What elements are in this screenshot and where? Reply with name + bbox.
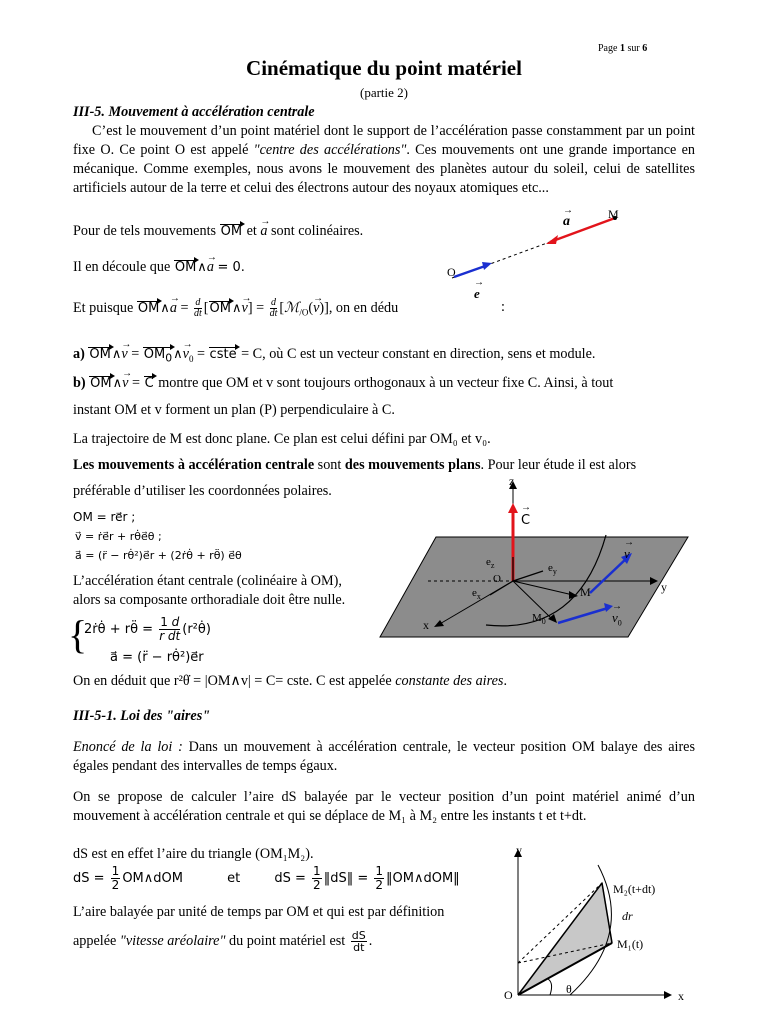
label-a: a (563, 214, 570, 229)
unit-vector-arrow (454, 265, 488, 277)
system-eq-2: a⃗ = (r̈ − rθ̇²)e⃗r (110, 650, 204, 665)
property-b-cont: instant OM et v forment un plan (P) perpendiculaire à C. (73, 402, 395, 418)
polar-line: préférable d’utiliser les coordonnées polaires. (73, 483, 332, 499)
area-formula: dS = $\frac{1}{2}$ OM∧dOM et dS = $\frac{1}{2}$ ‖dS‖ = $\frac{1}{2}$ ‖OM∧dOM‖ (73, 864, 460, 892)
property-b: b) OM∧→ v = C montre que OM et v sont toujours orthogonaux à un vecteur fixe C. Ainsi, à tout (73, 374, 695, 393)
eq-acceleration: a⃗ = (r̈ − rθ̇²)e⃗r + (2ṙθ̇ + rθ̈) e⃗θ (75, 549, 242, 562)
system-eq-1: 2ṙθ̇ + rθ̈ = $\frac{1 d}{\text{r dt}}$ (r²θ̇) (84, 615, 211, 643)
calc-paragraph: On se propose de calculer l’aire dS balayée par le vecteur position d’un point matériel animé d’un mouvement à accélération centrale et qui se déplace de M₁ à M₂ entre les instants t et t+dt. (73, 789, 695, 824)
triangle-line: dS est en effet l’aire du triangle (OM₁M₂). (73, 846, 314, 862)
label-M: M (608, 207, 619, 221)
label-ez: $e_z$ (486, 556, 495, 571)
fig3-label-theta: θ (566, 982, 572, 996)
label-O: O (447, 265, 456, 279)
fig3-label-y: y (516, 843, 522, 857)
label-C: C (521, 513, 531, 528)
section-heading: III-5. Mouvement à accélération centrale (73, 104, 315, 120)
fig3-label-O: O (504, 988, 513, 1002)
plane-motion-line: Les mouvements à accélération centrale sont des mouvements plans. Pour leur étude il est alors (73, 457, 637, 473)
fig3-label-dr: dr (622, 909, 633, 923)
eq-position: OM = re⃗r ; (73, 510, 136, 524)
label-y: y (661, 580, 667, 594)
areolar-line-1: L’aire balayée par unité de temps par OM et qui est par définition (73, 904, 445, 920)
label-M0: $M_0$ (532, 612, 546, 627)
label-x: x (423, 618, 429, 632)
label-e: e (474, 286, 480, 301)
fig3-label-M1: M₁(t) (617, 937, 644, 951)
label-v0: $v_0$ (612, 610, 622, 628)
law-statement: Enoncé de la loi : Dans un mouvement à accélération centrale, le vecteur position OM balaye des aires égales pendant des intervalles de temps égaux. (73, 739, 695, 774)
label-O2: O (493, 573, 501, 585)
label-M2: M (580, 585, 591, 599)
areolar-line-2: appelée "vitesse aréolaire" du point matériel est $\frac{dS}{dt}$ . (73, 929, 373, 954)
page-number: Page 1 sur 6 (598, 43, 648, 54)
acceleration-arrow (550, 218, 615, 242)
label-v: v (624, 546, 630, 561)
label-ey: $e_y$ (548, 562, 557, 577)
trajectory-line: La trajectoire de M est donc plane. Ce plan est celui défini par OM₀ et v₀. (73, 431, 491, 447)
central-line-2: alors sa composante orthoradiale doit être nulle. (73, 592, 346, 608)
page-subtitle: (partie 2) (359, 85, 408, 100)
areal-constant-line: On en déduit que r²θ̇ = |OM∧v| = C= cste. C est appelée constante des aires. (73, 673, 507, 689)
central-line-1: L’accélération étant centrale (colinéaire à OM), (73, 573, 342, 589)
subsection-heading: III-5-1. Loi des "aires" (73, 708, 211, 724)
page-title: Cinématique du point matériel (246, 56, 522, 80)
eq-velocity: v⃗ = ṙe⃗r + rθ̇e⃗θ ; (75, 530, 162, 543)
figure-area-triangle (500, 845, 700, 1005)
fig3-label-x: x (678, 989, 684, 1003)
cross-product-line: Il en découle que OM∧→ a = 0. (73, 258, 245, 277)
system-brace: { (68, 612, 88, 657)
intro-paragraph: C’est le mouvement d’un point matériel dont le support de l’accélération passe constamment par un point fixe O. Ce point O est appelé "centre des accélérations". Ces mouvements ont une grande importance en mécanique. Comme exemples, nous avons le mouvement des planètes autour du soleil, celui de satellites artificiels autour de la terre et celui des électrons autour des noyaux atomiques etc... (73, 123, 695, 196)
derivative-line: Et puisque OM∧→ a = $\frac{d}{dt}$ [OM∧→ v] = $\frac{d}{dt}$ [ℳ$_{/O}$(→ v)], on en dédu : (73, 298, 398, 323)
swept-triangle (518, 883, 612, 995)
property-a: a) OM∧→ $v = OM_0\wedge\to v_0$ = cste = C, où C est un vecteur constant en direction, sens et module. (73, 345, 595, 369)
label-ex: $e_x$ (472, 587, 481, 602)
label-z: z (509, 474, 515, 488)
fig3-label-M2: M₂(t+dt) (613, 882, 656, 896)
colinear-line: Pour de tels mouvements OM et → a sont colinéaires. (73, 222, 363, 241)
